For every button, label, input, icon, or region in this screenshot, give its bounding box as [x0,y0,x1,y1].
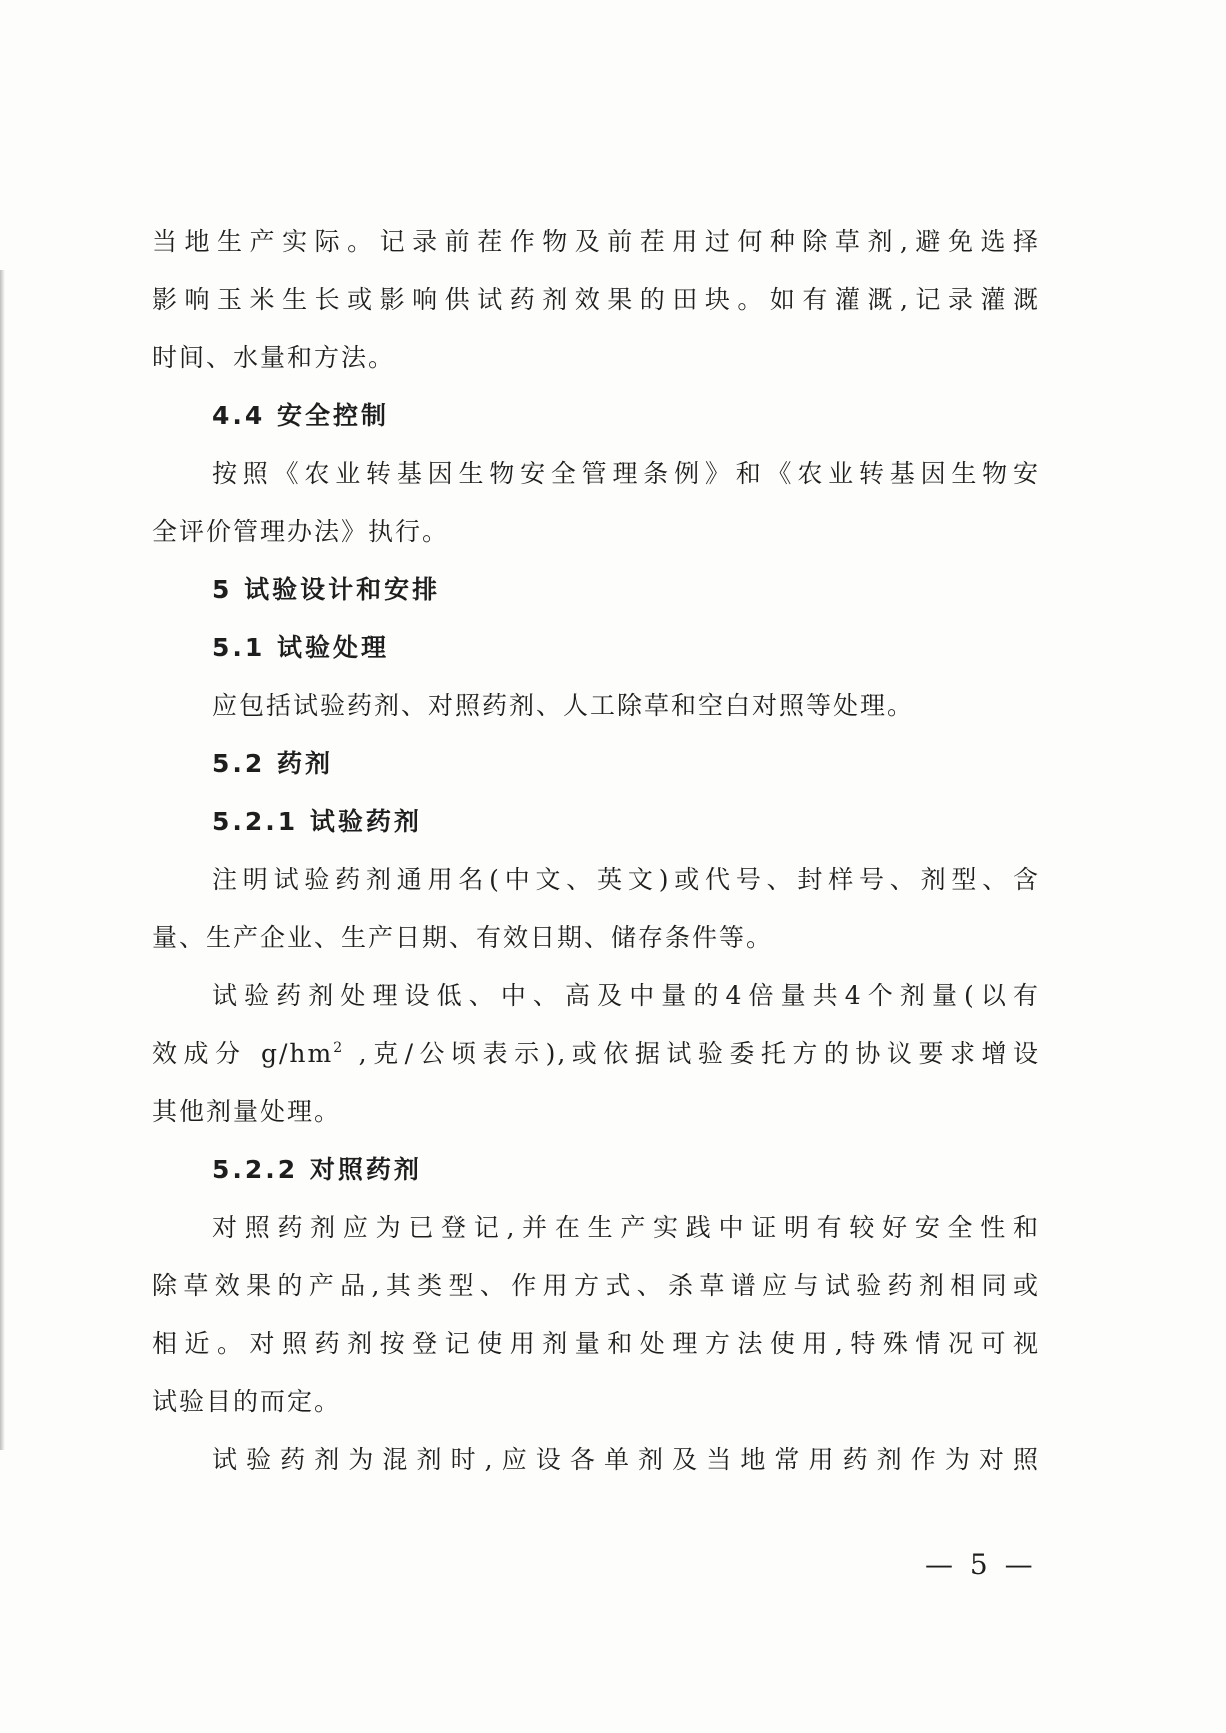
text-line: 注明试验药剂通用名(中文、英文)或代号、封样号、剂型、含 [212,865,1040,894]
text-line: 其他剂量处理。 [152,1097,342,1126]
text-line: 试验目的而定。 [152,1387,342,1416]
text-line: 影响玉米生长或影响供试药剂效果的田块。如有灌溉,记录灌溉 [152,285,1040,314]
text-line: 试验药剂为混剂时,应设各单剂及当地常用药剂作为对照 [212,1445,1040,1474]
text-line: 试验药剂处理设低、中、高及中量的4倍量共4个剂量(以有 [212,981,1040,1010]
section-heading-5-2-1: 5.2.1 试验药剂 [212,807,422,836]
text-line: 全评价管理办法》执行。 [152,517,450,546]
text-line: 对照药剂应为已登记,并在生产实践中证明有较好安全性和 [212,1213,1040,1242]
section-heading-5: 5 试验设计和安排 [212,575,441,604]
text-line: 相近。对照药剂按登记使用剂量和处理方法使用,特殊情况可视 [152,1329,1040,1358]
section-heading-4-4: 4.4 安全控制 [212,401,389,430]
section-heading-5-2-2: 5.2.2 对照药剂 [212,1155,422,1184]
unit-text: 效成分 g/hm [152,1039,334,1068]
superscript: 2 [333,1040,345,1056]
text-line: 量、生产企业、生产日期、有效日期、储存条件等。 [152,923,774,952]
text-line: 当地生产实际。记录前茬作物及前茬用过何种除草剂,避免选择 [152,227,1040,256]
text-line: 应包括试验药剂、对照药剂、人工除草和空白对照等处理。 [212,691,915,720]
text-line: 除草效果的产品,其类型、作用方式、杀草谱应与试验药剂相同或 [152,1271,1040,1300]
section-heading-5-2: 5.2 药剂 [212,749,333,778]
scan-edge-shadow [0,270,5,1450]
section-heading-5-1: 5.1 试验处理 [212,633,389,662]
text-line [152,1034,1040,1074]
text-line: 时间、水量和方法。 [152,343,396,372]
page-number: — 5 — [925,1548,1037,1581]
text-segment: ,克/公顷表示),或依据试验委托方的协议要求增设 [344,1039,1040,1068]
text-line: 按照《农业转基因生物安全管理条例》和《农业转基因生物安 [212,459,1040,488]
